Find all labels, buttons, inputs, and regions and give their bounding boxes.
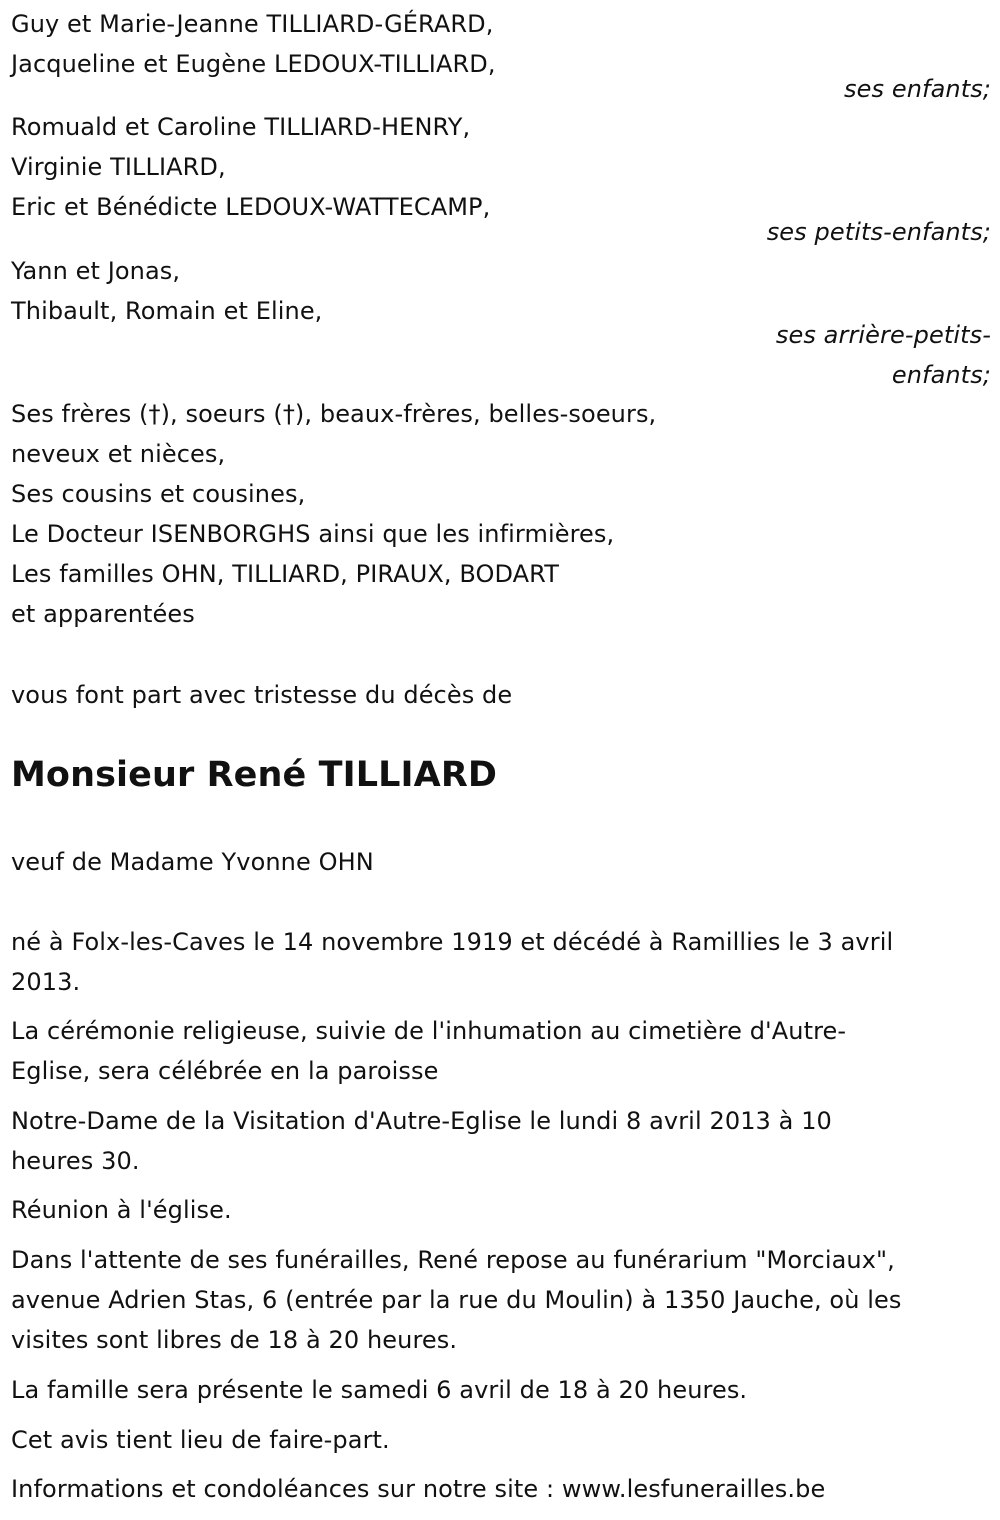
great-grandchildren-line: Thibault, Romain et Eline, [11, 297, 323, 325]
family-presence-text: La famille sera présente le samedi 6 avril de 18 à 20 heures. [11, 1376, 748, 1404]
parish-line: Notre-Dame de la Visitation d'Autre-Eglise le lundi 8 avril 2013 à 10 [11, 1107, 832, 1135]
relatives-line: Ses frères (†), soeurs (†), beaux-frères, belles-soeurs, [11, 400, 657, 428]
grandchildren-line: Romuald et Caroline TILLIARD-HENRY, [11, 113, 471, 141]
birth-death-line: 2013. [11, 968, 81, 996]
great-grandchildren-role-line1: ses arrière-petits- [775, 321, 991, 349]
ceremony-block [11, 1011, 991, 1091]
other-relatives-block [11, 394, 991, 634]
funerarium-line: Dans l'attente de ses funérailles, René repose au funérarium "Morciaux", [11, 1246, 895, 1274]
funerarium-block [11, 1240, 991, 1360]
children-line: Jacqueline et Eugène LEDOUX-TILLIARD, [11, 50, 496, 78]
grandchildren-line: Virginie TILLIARD, [11, 153, 226, 181]
announcement-text: vous font part avec tristesse du décès de [11, 681, 513, 709]
relatives-line: et apparentées [11, 600, 195, 628]
ceremony-line: Eglise, sera célébrée en la paroisse [11, 1057, 439, 1085]
ceremony-line: La cérémonie religieuse, suivie de l'inhumation au cimetière d'Autre- [11, 1017, 847, 1045]
funerarium-line: avenue Adrien Stas, 6 (entrée par la rue du Moulin) à 1350 Jauche, où les [11, 1286, 902, 1314]
details-block [11, 922, 991, 1002]
relatives-line: Ses cousins et cousines, [11, 480, 306, 508]
great-grandchildren-role-line2: enfants; [891, 361, 991, 389]
widower-text: veuf de Madame Yvonne OHN [11, 848, 374, 876]
funerarium-line: visites sont libres de 18 à 20 heures. [11, 1326, 458, 1354]
parish-line: heures 30. [11, 1147, 140, 1175]
children-line: Guy et Marie-Jeanne TILLIARD-GÉRARD, [11, 10, 494, 38]
relatives-line: neveux et nièces, [11, 440, 226, 468]
great-grandchildren-line: Yann et Jonas, [11, 257, 181, 285]
meeting-text: Réunion à l'église. [11, 1196, 232, 1224]
grandchildren-block [11, 107, 991, 227]
deceased-name: Monsieur René TILLIARD [11, 755, 498, 795]
children-role: ses enfants; [844, 75, 991, 103]
website-text: Informations et condoléances sur notre site : www.lesfunerailles.be [11, 1475, 826, 1503]
grandchildren-line: Eric et Bénédicte LEDOUX-WATTECAMP, [11, 193, 491, 221]
relatives-line: Le Docteur ISENBORGHS ainsi que les infirmières, [11, 520, 615, 548]
relatives-line: Les familles OHN, TILLIARD, PIRAUX, BODART [11, 560, 559, 588]
notice-text: Cet avis tient lieu de faire-part. [11, 1426, 390, 1454]
birth-death-line: né à Folx-les-Caves le 14 novembre 1919 et décédé à Ramillies le 3 avril [11, 928, 894, 956]
grandchildren-role: ses petits-enfants; [766, 218, 991, 246]
parish-block [11, 1101, 991, 1181]
